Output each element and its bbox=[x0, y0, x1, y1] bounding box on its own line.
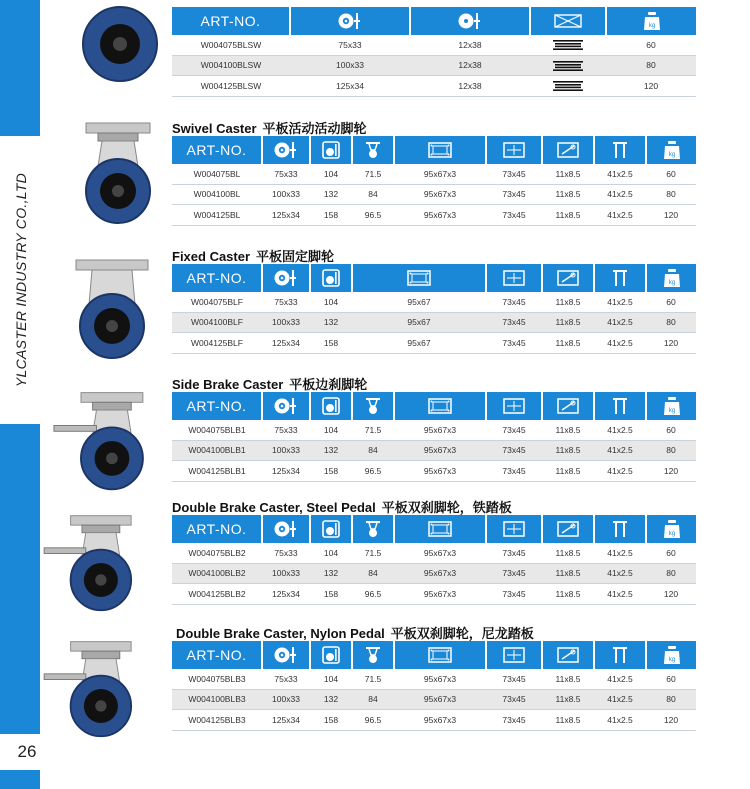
tread-width-icon bbox=[594, 136, 646, 164]
top-plate-icon bbox=[352, 264, 486, 292]
tread-width-icon bbox=[594, 264, 646, 292]
nylon-pedal-caster-image bbox=[34, 636, 164, 740]
side-brake-caster-image bbox=[52, 386, 168, 494]
section-title: Fixed Caster 平板固定脚轮 bbox=[172, 249, 335, 264]
overall-height-icon bbox=[310, 392, 352, 420]
axle-bar-icon bbox=[530, 35, 606, 55]
wheel-size-icon bbox=[262, 641, 310, 669]
table-row: W004100BLB1 100x33 132 84 95x67x3 73x45 11x8.5 41x2.5 80 bbox=[172, 440, 696, 461]
swivel-offset-icon bbox=[352, 641, 394, 669]
table-header: ART-NO. bbox=[172, 264, 696, 292]
load-capacity-icon bbox=[606, 7, 696, 35]
side-accent-bar-top bbox=[0, 0, 40, 136]
bolt-spacing-icon bbox=[486, 136, 542, 164]
load-capacity-icon bbox=[646, 264, 696, 292]
company-side-label: YLCASTER INDUSTRY CO.,LTD bbox=[13, 172, 30, 388]
overall-height-icon bbox=[310, 264, 352, 292]
swivel-offset-icon bbox=[352, 515, 394, 543]
table-row: W004075BLB2 75x33 104 71.5 95x67x3 73x45 11x8.5 41x2.5 60 bbox=[172, 543, 696, 563]
load-capacity-icon bbox=[646, 515, 696, 543]
table-row: W004075BLSW 75x33 12x38 60 bbox=[172, 35, 696, 55]
bore-icon bbox=[410, 7, 530, 35]
side-brake-spec-table bbox=[172, 392, 696, 482]
swivel-offset-icon bbox=[352, 392, 394, 420]
section-title: Side Brake Caster 平板边刹脚轮 bbox=[172, 377, 368, 392]
table-row: W004100BLB3 100x33 132 84 95x67x3 73x45 11x8.5 41x2.5 80 bbox=[172, 689, 696, 710]
table-row: W004100BLF 100x33 132 95x67 73x45 11x8.5 41x2.5 80 bbox=[172, 312, 696, 333]
table-row: W004075BL 75x33 104 71.5 95x67x3 73x45 11x8.5 41x2.5 60 bbox=[172, 164, 696, 184]
tread-width-icon bbox=[594, 641, 646, 669]
top-plate-icon bbox=[394, 515, 486, 543]
section-title: Double Brake Caster, Steel Pedal 平板双刹脚轮，铁踏板 bbox=[172, 500, 512, 515]
wheel-spec-table bbox=[172, 7, 696, 97]
page-number: 26 bbox=[0, 734, 54, 770]
bolt-spacing-icon bbox=[486, 641, 542, 669]
tread-width-icon bbox=[594, 515, 646, 543]
bolt-spacing-icon bbox=[486, 392, 542, 420]
bolt-spacing-icon bbox=[486, 264, 542, 292]
bolt-hole-icon bbox=[542, 392, 594, 420]
fixed-spec-table bbox=[172, 264, 696, 354]
wheel-image bbox=[80, 4, 160, 84]
table-row: W004125BLB1 125x34 158 96.5 95x67x3 73x45 11x8.5 41x2.5 120 bbox=[172, 461, 696, 482]
table-header: ART-NO. bbox=[172, 641, 696, 669]
table-row: W004100BLB2 100x33 132 84 95x67x3 73x45 11x8.5 41x2.5 80 bbox=[172, 563, 696, 584]
section-title: Double Brake Caster, Nylon Pedal 平板双刹脚轮，尼龙踏板 bbox=[176, 626, 534, 641]
table-row: W004075BLB3 75x33 104 71.5 95x67x3 73x45 11x8.5 41x2.5 60 bbox=[172, 669, 696, 689]
load-capacity-icon bbox=[646, 392, 696, 420]
swivel-offset-icon bbox=[352, 136, 394, 164]
art-no-header: ART-NO. bbox=[172, 7, 290, 35]
table-header: ART-NO. bbox=[172, 392, 696, 420]
table-row: W004125BLB2 125x34 158 96.5 95x67x3 73x45 11x8.5 41x2.5 120 bbox=[172, 584, 696, 605]
table-row: W004100BLSW 100x33 12x38 80 bbox=[172, 55, 696, 76]
table-header: ART-NO. bbox=[172, 136, 696, 164]
fixed-caster-image bbox=[62, 254, 162, 364]
table-row: W004125BLF 125x34 158 95x67 73x45 11x8.5 41x2.5 120 bbox=[172, 333, 696, 354]
swivel-spec-table bbox=[172, 136, 696, 226]
swivel-caster-image bbox=[68, 116, 168, 228]
top-plate-icon bbox=[394, 136, 486, 164]
load-capacity-icon bbox=[646, 641, 696, 669]
table-row: W004125BLSW 125x34 12x38 120 bbox=[172, 76, 696, 97]
overall-height-icon bbox=[310, 136, 352, 164]
wheel-size-icon bbox=[262, 515, 310, 543]
overall-height-icon bbox=[310, 515, 352, 543]
wheel-size-icon bbox=[290, 7, 410, 35]
bolt-hole-icon bbox=[542, 515, 594, 543]
table-row: W004125BL 125x34 158 96.5 95x67x3 73x45 11x8.5 41x2.5 120 bbox=[172, 205, 696, 226]
table-row: W004100BL 100x33 132 84 95x67x3 73x45 11x8.5 41x2.5 80 bbox=[172, 184, 696, 205]
overall-height-icon bbox=[310, 641, 352, 669]
wheel-size-icon bbox=[262, 136, 310, 164]
axle-bar-icon bbox=[530, 76, 606, 97]
wheel-size-icon bbox=[262, 264, 310, 292]
top-plate-icon bbox=[394, 641, 486, 669]
wheel-size-icon bbox=[262, 392, 310, 420]
table-header bbox=[172, 7, 696, 35]
table-row: W004075BLB1 75x33 104 71.5 95x67x3 73x45 11x8.5 41x2.5 60 bbox=[172, 420, 696, 440]
load-capacity-icon bbox=[646, 136, 696, 164]
axle-icon bbox=[530, 7, 606, 35]
table-row: W004075BLF 75x33 104 95x67 73x45 11x8.5 41x2.5 60 bbox=[172, 292, 696, 312]
section-title: Swivel Caster 平板活动活动脚轮 bbox=[172, 121, 367, 136]
steel-pedal-caster-image bbox=[34, 510, 164, 614]
bolt-hole-icon bbox=[542, 641, 594, 669]
bolt-hole-icon bbox=[542, 264, 594, 292]
table-header: ART-NO. bbox=[172, 515, 696, 543]
tread-width-icon bbox=[594, 392, 646, 420]
top-plate-icon bbox=[394, 392, 486, 420]
axle-bar-icon bbox=[530, 55, 606, 76]
bolt-spacing-icon bbox=[486, 515, 542, 543]
bolt-hole-icon bbox=[542, 136, 594, 164]
double-brake-nylon-spec-table bbox=[172, 641, 696, 731]
double-brake-steel-spec-table bbox=[172, 515, 696, 605]
table-row: W004125BLB3 125x34 158 96.5 95x67x3 73x45 11x8.5 41x2.5 120 bbox=[172, 710, 696, 731]
